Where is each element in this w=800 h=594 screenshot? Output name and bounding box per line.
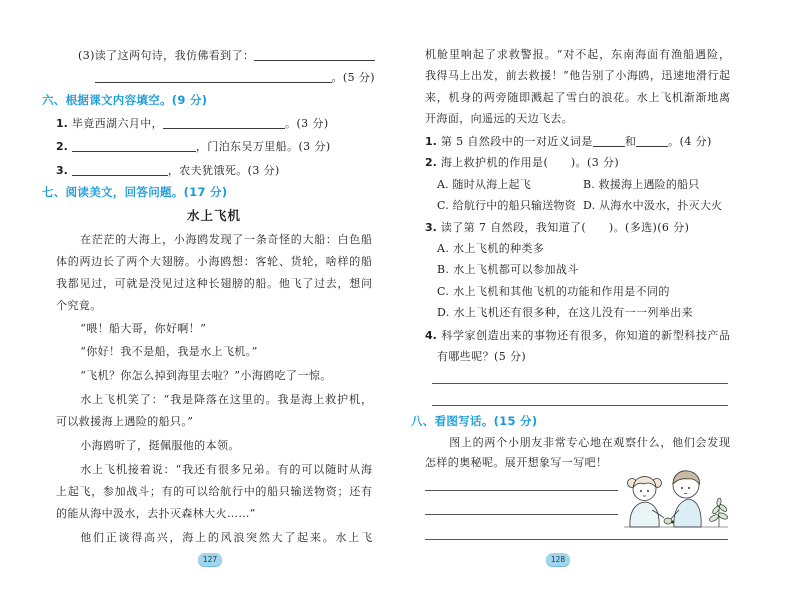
item-score: 。(3 分) bbox=[285, 117, 329, 130]
item-text: 毕竟西湖六月中， bbox=[71, 117, 164, 130]
children-observing-illustration bbox=[622, 466, 730, 528]
question-4 bbox=[425, 328, 730, 344]
passage-line: 机舱里响起了求救警报。“对不起，东南海面有渔船遇险， bbox=[425, 48, 730, 61]
boy-right-eye bbox=[688, 487, 690, 489]
option-d: D. 从海水中汲水，扑灭大火 bbox=[583, 199, 723, 212]
boy-body bbox=[674, 499, 701, 527]
q3-score: 。(5 分) bbox=[331, 71, 375, 84]
option-a: A. 随时从海上起飞 bbox=[437, 178, 531, 191]
question-4-continued: 有哪些呢？(5 分) bbox=[437, 350, 527, 363]
fill-item-1 bbox=[56, 115, 329, 131]
question-score: 。(4 分) bbox=[668, 135, 712, 148]
plant-leaf bbox=[708, 513, 719, 522]
writing-prompt-line: 怎样的奥秘呢。展开想象写一写吧！ bbox=[425, 456, 608, 469]
boy-left-eye bbox=[681, 487, 683, 489]
item-2-blank bbox=[72, 140, 196, 152]
passage-line: 个究竟。 bbox=[56, 299, 102, 312]
q3-answer-blank-2 bbox=[95, 71, 332, 83]
writing-line bbox=[425, 539, 728, 540]
passage-line: 水上飞机接着说：“我还有很多兄弟。有的可以随时从海 bbox=[80, 463, 372, 476]
writing-line bbox=[425, 490, 618, 491]
passage-line: 的能从海中汲水，去扑灭森林大火……” bbox=[56, 507, 256, 520]
option-c: C. 给航行中的船只输送物资 bbox=[437, 199, 576, 212]
question-2 bbox=[425, 155, 619, 171]
question-text: 第 5 自然段中的一对近义词是 bbox=[440, 135, 593, 148]
passage-title: 水上飞机 bbox=[186, 208, 241, 223]
answer-line bbox=[432, 383, 728, 384]
girl-right-eye bbox=[647, 490, 649, 492]
q3-answer-blank-1 bbox=[254, 49, 375, 61]
question-text-and: 和 bbox=[624, 135, 637, 148]
passage-line: 水上飞机笑了：“我是降落在这里的。我是海上救护机， bbox=[80, 393, 372, 406]
question-text: 读了第 7 自然段，我知道了( )。(多选)(6 分) bbox=[440, 221, 690, 234]
page-number-badge: 127 bbox=[198, 553, 222, 566]
fill-item-2 bbox=[56, 138, 331, 154]
passage-line: 小海鸥听了，挺佩服他的本领。 bbox=[80, 439, 240, 452]
passage-line: 体的两边长了两个大翅膀。小海鸥想：客轮、货轮，啥样的船 bbox=[56, 255, 372, 268]
item-number: 2. bbox=[56, 140, 68, 153]
section6-heading: 六、根据课文内容填空。(9 分) bbox=[42, 93, 208, 107]
q3-line-2 bbox=[95, 69, 375, 85]
question-text: 科学家创造出来的事物还有很多，你知道的新型科技产品 bbox=[440, 329, 730, 342]
passage-line: “你好！我不是船，我是水上飞机。” bbox=[80, 345, 258, 358]
synonym-blank-1 bbox=[593, 135, 625, 147]
item-text: ，门泊东吴万里船。(3 分) bbox=[195, 140, 331, 153]
synonym-blank-2 bbox=[636, 135, 668, 147]
section8-heading: 八、看图写话。(15 分) bbox=[411, 414, 538, 428]
item-3-blank bbox=[72, 164, 168, 176]
option-b: B. 救援海上遇险的船只 bbox=[583, 178, 700, 191]
passage-line: 上起飞，参加战斗；有的可以给航行中的船只输送物资；还有 bbox=[56, 485, 372, 498]
answer-line bbox=[432, 405, 728, 406]
item-number: 1. bbox=[56, 117, 68, 130]
passage-line: 可以救援海上遇险的船只。” bbox=[56, 415, 194, 428]
question-number: 2. bbox=[425, 156, 437, 169]
section7-heading: 七、阅读美文，回答问题。(17 分) bbox=[42, 185, 228, 199]
writing-line bbox=[425, 514, 618, 515]
passage-line: “飞机？你怎么掉到海里去啦？”小海鸥吃了一惊。 bbox=[80, 369, 332, 382]
q3-line-1 bbox=[78, 47, 375, 63]
fill-item-3 bbox=[56, 162, 280, 178]
option-b: B. 水上飞机都可以参加战斗 bbox=[437, 263, 579, 276]
question-number: 4. bbox=[425, 329, 437, 342]
passage-line: “喂！船大哥，你好啊！” bbox=[80, 322, 207, 335]
passage-line: 来，机身的两旁随即溅起了雪白的浪花。水上飞机渐渐地离 bbox=[425, 91, 730, 104]
girl-left-eye bbox=[640, 490, 642, 492]
item-1-blank bbox=[163, 117, 285, 129]
girl-body bbox=[630, 502, 659, 527]
question-text: 海上救护机的作用是( )。(3 分) bbox=[440, 156, 620, 169]
plant-bush bbox=[708, 498, 728, 527]
writing-prompt-line: 图上的两个小朋友非常专心地在观察什么，他们会发现 bbox=[449, 436, 730, 449]
question-number: 1. bbox=[425, 135, 437, 148]
question-1 bbox=[425, 133, 712, 149]
item-text: ，农夫犹饿死。(3 分) bbox=[167, 164, 280, 177]
question-number: 3. bbox=[425, 221, 437, 234]
item-number: 3. bbox=[56, 164, 68, 177]
question-3 bbox=[425, 220, 689, 236]
page-number-badge: 128 bbox=[546, 553, 570, 566]
passage-line: 我得马上出发，前去救援！”他告别了小海鸥，迅速地滑行起 bbox=[425, 69, 730, 82]
passage-line: 我都见过，可就是没见过这种长翅膀的船。他飞了过去，想问 bbox=[56, 277, 372, 290]
bug-shell bbox=[664, 518, 672, 524]
option-c: C. 水上飞机和其他飞机的功能和作用是不同的 bbox=[437, 285, 670, 298]
passage-line: 他们正谈得高兴，海上的风浪突然大了起来。水上飞 bbox=[80, 531, 372, 544]
option-d: D. 水上飞机还有很多种，在这儿没有一一列举出来 bbox=[437, 306, 694, 319]
q3-prompt: (3)读了这两句诗，我仿佛看到了： bbox=[78, 49, 255, 62]
option-a: A. 水上飞机的种类多 bbox=[437, 242, 545, 255]
passage-line: 开海面，向遥远的天边飞去。 bbox=[425, 112, 574, 125]
passage-line: 在茫茫的大海上，小海鸥发现了一条奇怪的大船：白色船 bbox=[80, 233, 372, 246]
